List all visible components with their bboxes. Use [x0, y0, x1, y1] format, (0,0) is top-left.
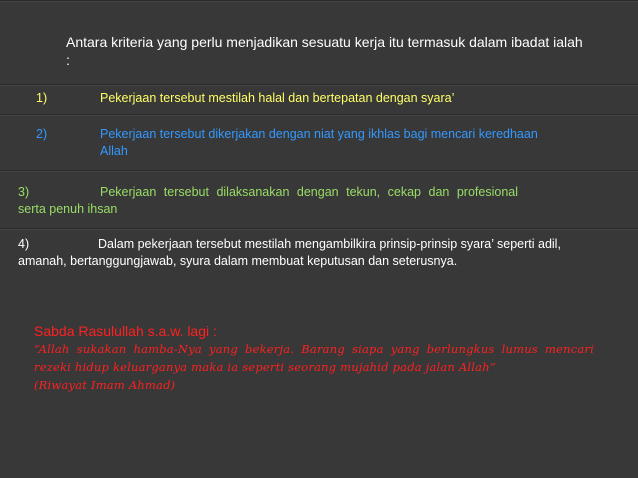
criterion-4-number: 4) [18, 237, 30, 251]
criterion-4 [18, 236, 578, 270]
divider-1 [0, 84, 638, 86]
divider-3 [0, 170, 638, 172]
criterion-1-text: Pekerjaan tersebut mestilah halal dan bertepatan dengan syara’ [100, 91, 455, 105]
criterion-3-number: 3) [18, 185, 30, 199]
sabda-section [34, 322, 594, 394]
criterion-2-text: Pekerjaan tersebut dikerjakan dengan niat yang ikhlas bagi mencari keredhaan Allah [100, 127, 538, 158]
criterion-3-text: Pekerjaan tersebut dilaksanakan dengan tekun, cekap dan profesional serta penuh ihsan [18, 185, 518, 216]
intro-text: Antara kriteria yang perlu menjadikan sesuatu kerja itu termasuk dalam ibadat ialah : [66, 34, 583, 68]
criterion-3 [18, 184, 518, 218]
sabda-heading: Sabda Rasulullah s.a.w. lagi : [34, 323, 217, 339]
criterion-1-number: 1) [36, 91, 48, 105]
criterion-4-text: Dalam pekerjaan tersebut mestilah mengambilkira prinsip-prinsip syara’ seperti adil, amanah, bertanggungjawab, syura dalam membuat keputusan dan seterusnya. [18, 237, 561, 268]
hadith-source: (Riwayat Imam Ahmad) [34, 378, 176, 392]
divider-4 [0, 228, 638, 230]
top-rule [0, 0, 638, 2]
criterion-2 [36, 126, 556, 160]
divider-2 [0, 114, 638, 116]
criterion-2-number: 2) [36, 127, 48, 141]
criterion-1 [36, 90, 596, 107]
hadith-quote: “Allah sukakan hamba-Nya yang bekerja. Barang siapa yang berlungkus lumus mencari rezeki hidup keluarganya maka ia seperti seorang mujahid pada jalan Allah” [34, 342, 594, 374]
